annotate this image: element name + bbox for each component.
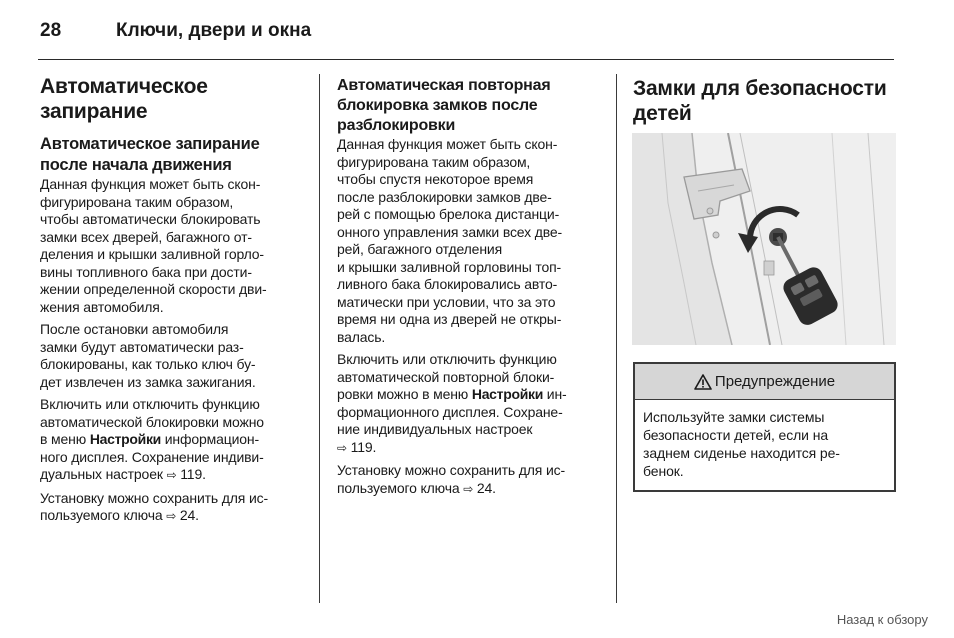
page-ref-link[interactable]: 119.	[176, 466, 206, 482]
back-to-overview-link[interactable]: Назад к обзору	[836, 612, 928, 627]
settings-menu-keyword: Настройки	[471, 386, 544, 402]
section-title-child-locks: Замки для безопасности детей	[633, 77, 887, 125]
warning-triangle-icon	[694, 374, 712, 390]
paragraph-relock-description: Данная функция может быть скон- фигурирована таким образом, чтобы спустя некоторое время после разблокировки замков две- рей с помощью брелока дистанци- онного управления замки всех две- рей, багажного отделения и крышки заливной горловины топ- ливного бака блокировались авто- матически при условии, что за это время ни одна из дверей не откры- валась.	[337, 136, 563, 345]
page-ref-link[interactable]: 24.	[473, 479, 496, 496]
page-ref-arrow-icon: ⇨	[337, 440, 347, 455]
column-divider-1	[319, 74, 320, 603]
page-ref-arrow-icon: ⇨	[463, 481, 474, 496]
settings-menu-keyword: Настройки	[89, 431, 161, 447]
column-auto-locking	[40, 74, 308, 531]
page-ref-arrow-icon: ⇨	[166, 509, 177, 523]
warning-heading: Предупреждение	[714, 373, 836, 390]
column-auto-relock	[337, 76, 603, 503]
page-ref-link[interactable]: 119.	[346, 438, 377, 455]
section-title-auto-relock: Автоматическая повторная блокировка замков после разблокировки	[337, 77, 551, 134]
page-ref-arrow-icon: ⇨	[166, 468, 177, 482]
column-divider-2	[616, 74, 617, 603]
warning-header	[635, 364, 894, 400]
header-divider	[38, 59, 894, 60]
paragraph-unlock-on-stop: После остановки автомобиля замки будут автоматически раз- блокированы, как только ключ бу- дет извлечен из замка зажигания.	[40, 321, 256, 390]
chapter-title: Ключи, двери и окна	[116, 20, 312, 41]
door-child-lock-drawing	[632, 133, 896, 345]
paragraph-save-to-key: Установку можно сохранить для ис- пользуемого ключа ⇨ 24.	[40, 489, 268, 523]
page-number: 28	[40, 20, 62, 41]
section-title-auto-locking: Автоматическое запирание	[40, 75, 208, 123]
child-lock-illustration	[632, 133, 896, 345]
page-header	[38, 20, 898, 48]
page-ref-link[interactable]: 24.	[176, 507, 199, 523]
warning-box	[633, 362, 896, 492]
paragraph-function-description: Данная функция может быть скон- фигурирована таким образом, чтобы автоматически блокировать замки всех дверей, багажного от- деления и крышки заливной горло- вины топливного бака при дости- жении определенной скорости дви- жения автомобиля.	[40, 176, 267, 315]
paragraph-relock-settings-menu: Включить или отключить функцию автоматической повторной блоки- ровки можно в меню Настройки ин- формационного дисплея. Сохране- ние индивидуальных настроек ⇨ 119.	[337, 351, 567, 455]
paragraph-settings-menu: Включить или отключить функцию автоматической блокировки можно в меню Настройки информацион- ного дисплея. Сохранение индиви- дуальных настроек ⇨ 119.	[40, 396, 264, 482]
subsection-title-lock-after-drive: Автоматическое запирание после начала движения	[40, 135, 260, 174]
paragraph-relock-save-to-key: Установку можно сохранить для ис- пользуемого ключа ⇨ 24.	[337, 462, 565, 496]
warning-text: Используйте замки системы безопасности детей, если на заднем сиденье находится ре- бенок.	[643, 409, 840, 479]
column-child-locks	[633, 76, 895, 136]
